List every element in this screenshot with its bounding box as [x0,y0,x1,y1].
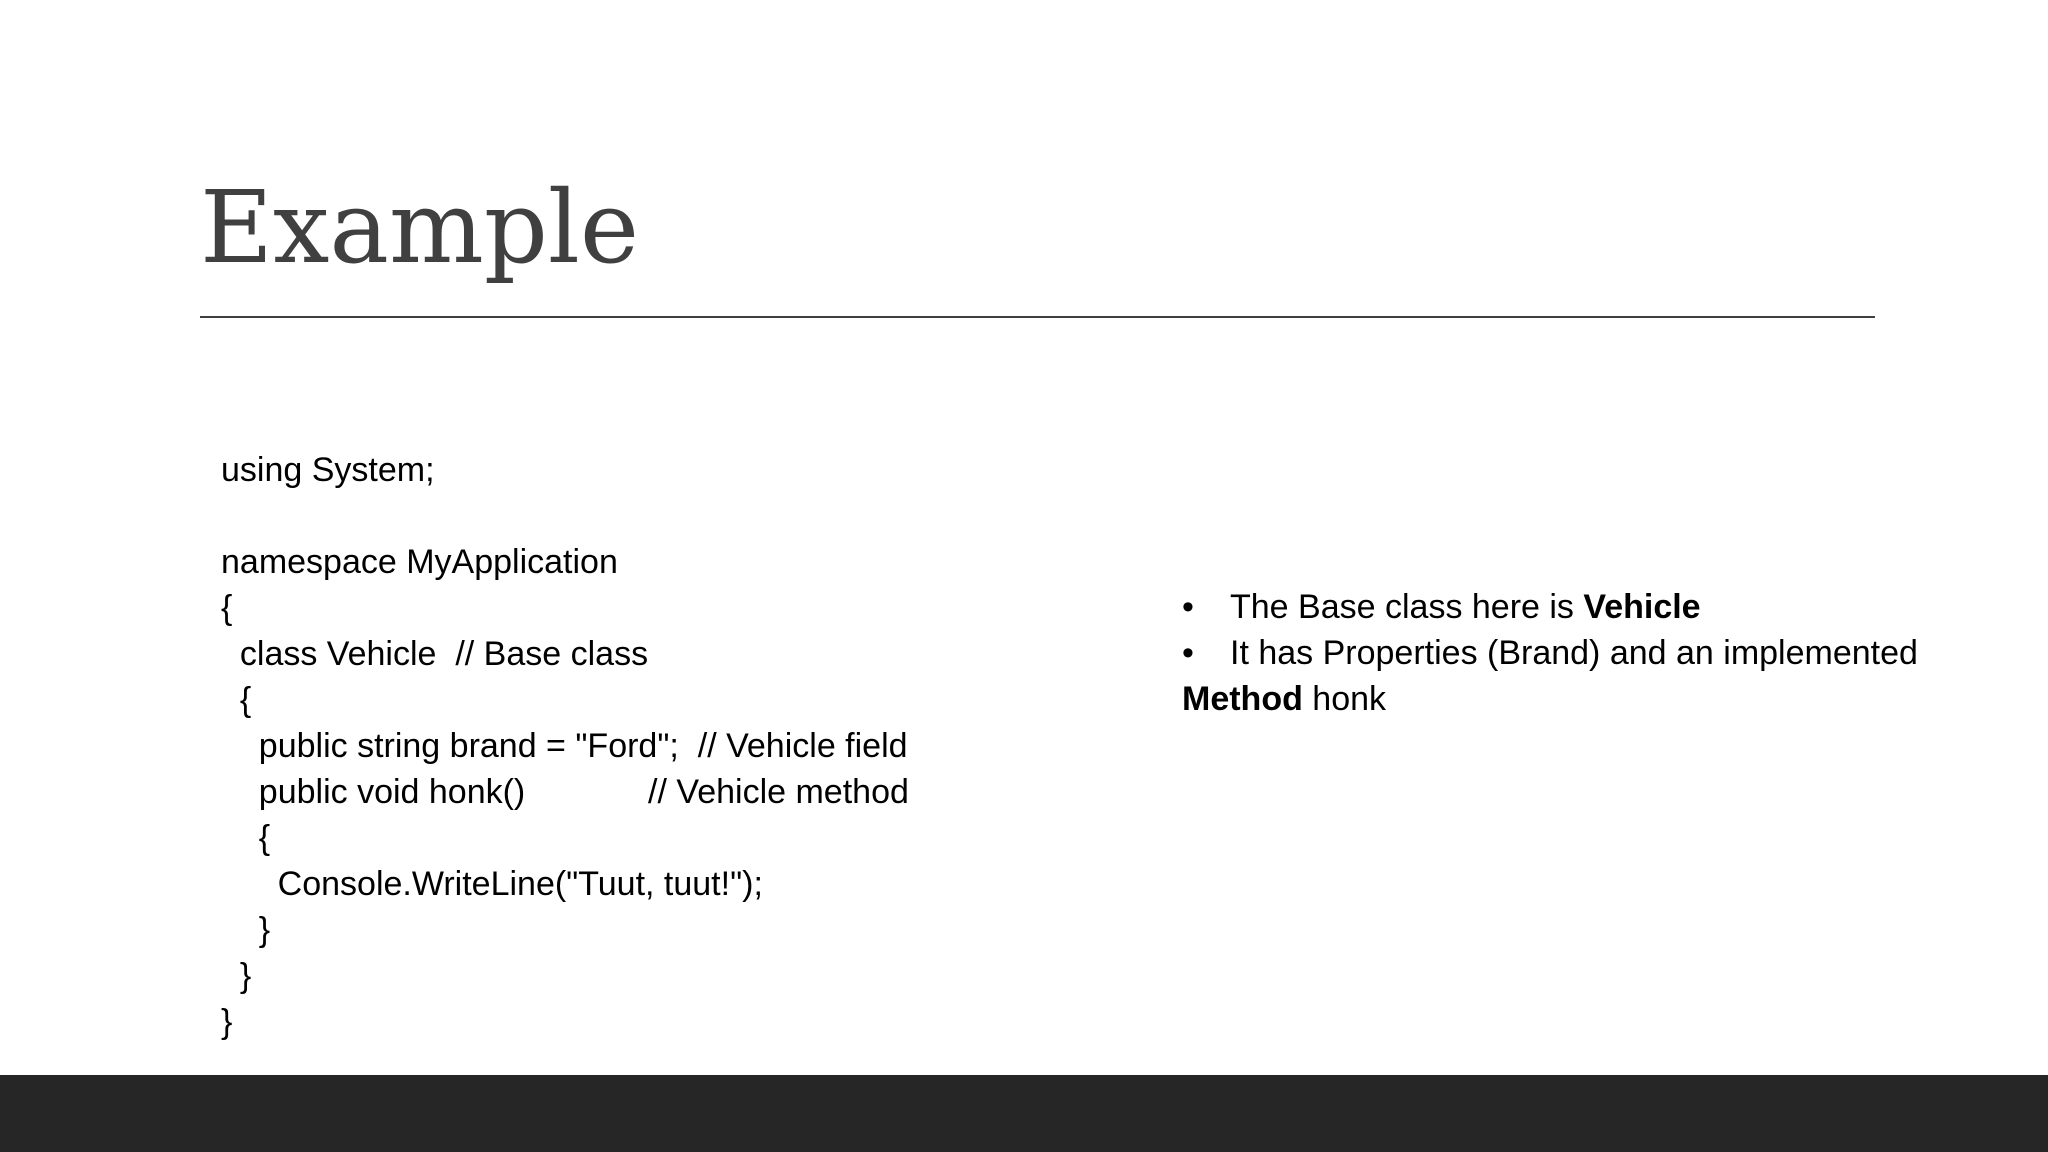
code-line: } [221,911,271,949]
bullet-marker: • [1182,588,1194,626]
code-line: namespace MyApplication [221,543,618,581]
code-line: } [221,957,252,995]
bullet-item-properties [1182,630,2012,722]
code-line: Console.WriteLine("Tuut, tuut!"); [221,865,763,903]
title-divider [200,316,1875,318]
code-line: class Vehicle // Base class [221,635,649,673]
bullet-text: The Base class here is [1230,588,1584,626]
bullet-bold-text: Vehicle [1583,588,1701,626]
slide-title: Example [200,169,640,286]
bullet-list [1182,584,2012,722]
code-line: } [221,1003,233,1041]
footer-band [0,1075,2048,1152]
bullet-marker: • [1182,634,1194,672]
bullet-bold-text: Method [1182,680,1303,718]
bullet-text-after: honk [1302,680,1387,718]
code-line: { [221,681,252,719]
bullet-text: It has Properties (Brand) and an implemented [1230,634,1918,672]
code-line: using System; [221,451,435,489]
code-line: { [221,819,271,857]
code-block [221,355,909,1091]
code-line: public string brand = "Ford"; // Vehicle field [221,727,908,765]
code-line: { [221,589,233,627]
code-line [221,493,909,539]
bullet-item-base-class [1182,584,2012,630]
code-line: public void honk() // Vehicle method [221,773,909,811]
